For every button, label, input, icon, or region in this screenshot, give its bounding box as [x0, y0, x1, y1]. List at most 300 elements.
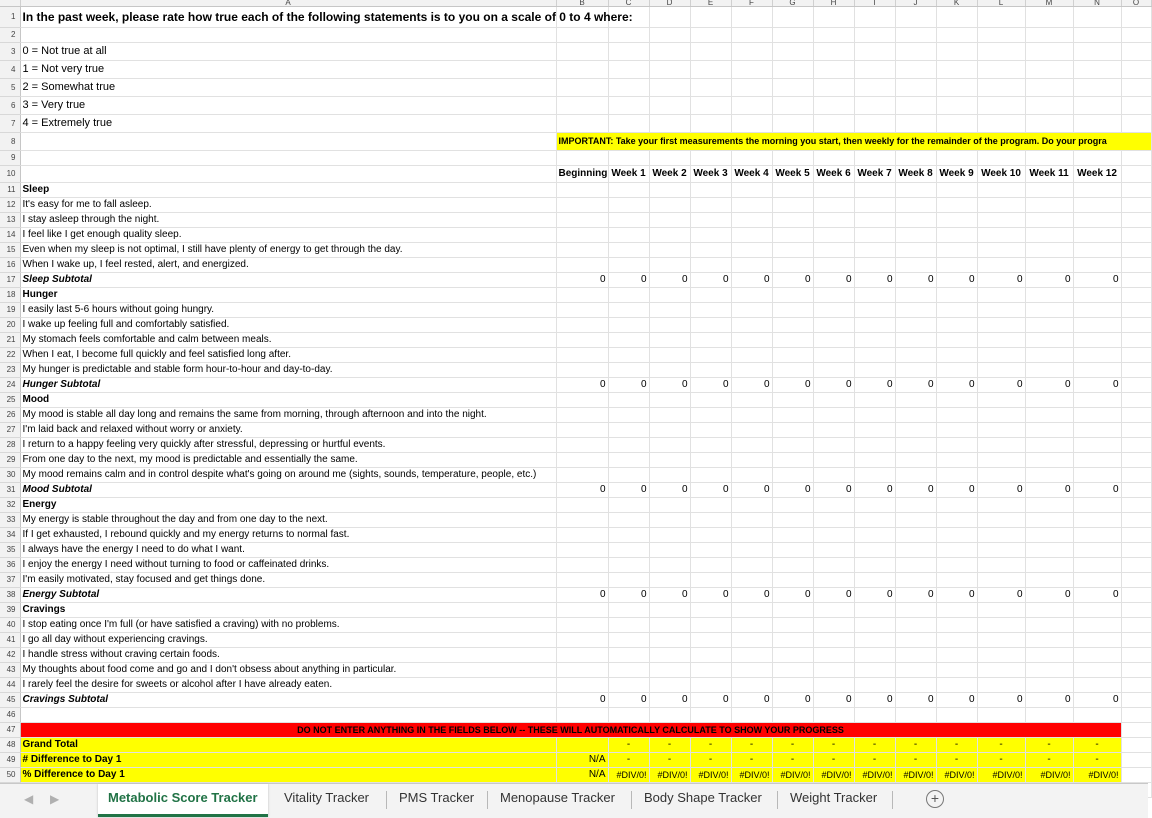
column-header[interactable]: L [977, 0, 1025, 7]
cell[interactable] [813, 708, 854, 723]
cell[interactable] [1121, 423, 1151, 438]
cell[interactable] [649, 243, 690, 258]
cell[interactable] [813, 393, 854, 408]
cell[interactable] [813, 151, 854, 166]
cell[interactable] [854, 43, 895, 61]
subtotal-value[interactable]: 0 [608, 273, 649, 288]
cell[interactable] [690, 43, 731, 61]
cell[interactable] [813, 528, 854, 543]
cell[interactable] [772, 183, 813, 198]
subtotal-value[interactable]: 0 [813, 273, 854, 288]
cell[interactable] [977, 7, 1025, 28]
cell[interactable] [1025, 151, 1073, 166]
cell[interactable] [772, 303, 813, 318]
cell[interactable] [813, 43, 854, 61]
cell[interactable] [649, 97, 690, 115]
cell[interactable] [1073, 151, 1121, 166]
cell[interactable] [731, 603, 772, 618]
cell[interactable] [936, 468, 977, 483]
cell[interactable] [1073, 558, 1121, 573]
cell[interactable] [1025, 79, 1073, 97]
cell[interactable] [731, 528, 772, 543]
cell[interactable] [813, 408, 854, 423]
cell[interactable] [977, 61, 1025, 79]
cell[interactable] [895, 423, 936, 438]
cell[interactable] [854, 198, 895, 213]
column-header[interactable]: C [608, 0, 649, 7]
cell[interactable] [690, 408, 731, 423]
subtotal-value[interactable]: 0 [854, 588, 895, 603]
cell[interactable] [977, 183, 1025, 198]
cell[interactable] [649, 348, 690, 363]
cell[interactable] [608, 423, 649, 438]
cell[interactable] [1025, 183, 1073, 198]
cell[interactable] [731, 618, 772, 633]
cell[interactable] [854, 213, 895, 228]
cell[interactable] [556, 61, 608, 79]
cell[interactable] [936, 333, 977, 348]
cell[interactable] [556, 408, 608, 423]
cell[interactable] [895, 213, 936, 228]
cell[interactable] [1025, 228, 1073, 243]
cell[interactable] [1121, 228, 1151, 243]
cell[interactable] [854, 363, 895, 378]
column-header[interactable]: F [731, 0, 772, 7]
row-header[interactable]: 47 [0, 723, 20, 738]
cell[interactable] [1073, 573, 1121, 588]
cell[interactable] [608, 97, 649, 115]
cell[interactable] [936, 603, 977, 618]
cell[interactable] [1073, 228, 1121, 243]
cell[interactable] [649, 393, 690, 408]
next-sheet-icon[interactable]: ▶ [50, 792, 60, 806]
cell[interactable] [977, 97, 1025, 115]
cell[interactable] [854, 333, 895, 348]
cell[interactable] [649, 543, 690, 558]
cell[interactable] [649, 183, 690, 198]
cell[interactable] [731, 393, 772, 408]
cell[interactable] [813, 453, 854, 468]
cell[interactable] [772, 453, 813, 468]
column-header[interactable]: K [936, 0, 977, 7]
cell[interactable] [1121, 693, 1151, 708]
cell[interactable] [977, 288, 1025, 303]
cell[interactable] [936, 663, 977, 678]
subtotal-value[interactable]: 0 [813, 483, 854, 498]
cell[interactable] [1025, 7, 1073, 28]
row-header[interactable]: 35 [0, 543, 20, 558]
cell[interactable] [649, 663, 690, 678]
cell[interactable] [556, 79, 608, 97]
cell[interactable] [608, 79, 649, 97]
cell[interactable] [556, 318, 608, 333]
row-header[interactable]: 33 [0, 513, 20, 528]
cell[interactable] [731, 115, 772, 133]
subtotal-value[interactable]: 0 [731, 588, 772, 603]
cell[interactable] [813, 243, 854, 258]
row-header[interactable]: 38 [0, 588, 20, 603]
cell[interactable] [608, 348, 649, 363]
cell[interactable] [1025, 453, 1073, 468]
cell[interactable] [608, 228, 649, 243]
cell[interactable] [895, 183, 936, 198]
cell[interactable] [772, 28, 813, 43]
cell[interactable] [1025, 603, 1073, 618]
cell[interactable] [1073, 243, 1121, 258]
cell[interactable] [772, 213, 813, 228]
cell[interactable] [556, 543, 608, 558]
row-header[interactable]: 49 [0, 753, 20, 768]
cell[interactable] [895, 61, 936, 79]
cell[interactable] [895, 363, 936, 378]
cell[interactable] [772, 7, 813, 28]
cell[interactable] [977, 543, 1025, 558]
cell[interactable] [1121, 663, 1151, 678]
row-header[interactable]: 15 [0, 243, 20, 258]
cell[interactable] [556, 243, 608, 258]
cell[interactable] [854, 468, 895, 483]
cell[interactable] [772, 558, 813, 573]
cell[interactable] [608, 183, 649, 198]
cell[interactable] [895, 79, 936, 97]
row-header[interactable]: 23 [0, 363, 20, 378]
cell[interactable] [1025, 303, 1073, 318]
cell[interactable] [690, 663, 731, 678]
cell[interactable] [854, 453, 895, 468]
subtotal-value[interactable]: 0 [772, 273, 813, 288]
cell[interactable] [772, 408, 813, 423]
cell[interactable] [977, 498, 1025, 513]
cell[interactable] [772, 603, 813, 618]
cell[interactable] [608, 363, 649, 378]
cell[interactable] [1073, 618, 1121, 633]
cell[interactable] [649, 558, 690, 573]
cell[interactable] [936, 115, 977, 133]
cell[interactable] [649, 618, 690, 633]
row-header[interactable]: 14 [0, 228, 20, 243]
cell[interactable] [813, 573, 854, 588]
column-header[interactable]: H [813, 0, 854, 7]
cell[interactable] [936, 258, 977, 273]
row-header[interactable]: 31 [0, 483, 20, 498]
cell[interactable] [1025, 198, 1073, 213]
cell[interactable] [772, 393, 813, 408]
cell[interactable] [895, 151, 936, 166]
cell[interactable] [854, 423, 895, 438]
cell[interactable] [690, 198, 731, 213]
cell[interactable] [731, 198, 772, 213]
cell[interactable] [608, 151, 649, 166]
cell[interactable] [608, 498, 649, 513]
cell[interactable] [772, 513, 813, 528]
row-header[interactable]: 40 [0, 618, 20, 633]
cell[interactable] [936, 708, 977, 723]
cell[interactable] [813, 115, 854, 133]
cell[interactable] [854, 408, 895, 423]
cell[interactable] [1025, 513, 1073, 528]
cell[interactable] [772, 363, 813, 378]
subtotal-value[interactable]: 0 [895, 483, 936, 498]
cell[interactable] [1121, 648, 1151, 663]
cell[interactable] [1121, 603, 1151, 618]
cell[interactable] [813, 7, 854, 28]
subtotal-value[interactable]: 0 [649, 588, 690, 603]
cell[interactable] [936, 61, 977, 79]
cell[interactable] [690, 633, 731, 648]
cell[interactable] [1121, 213, 1151, 228]
cell[interactable] [1025, 618, 1073, 633]
cell[interactable] [813, 228, 854, 243]
cell[interactable] [772, 228, 813, 243]
cell[interactable] [731, 79, 772, 97]
cell[interactable] [556, 28, 608, 43]
cell[interactable] [556, 618, 608, 633]
row-header[interactable]: 48 [0, 738, 20, 753]
cell[interactable] [977, 558, 1025, 573]
cell[interactable] [649, 468, 690, 483]
cell[interactable] [977, 115, 1025, 133]
cell[interactable] [649, 408, 690, 423]
cell[interactable] [936, 498, 977, 513]
cell[interactable] [1073, 97, 1121, 115]
cell[interactable] [556, 528, 608, 543]
cell[interactable] [772, 115, 813, 133]
cell[interactable] [813, 79, 854, 97]
cell[interactable] [895, 333, 936, 348]
subtotal-value[interactable]: 0 [854, 483, 895, 498]
cell[interactable] [772, 468, 813, 483]
cell[interactable] [895, 453, 936, 468]
cell[interactable] [1121, 43, 1151, 61]
cell[interactable] [977, 348, 1025, 363]
cell[interactable] [1121, 723, 1151, 738]
cell[interactable] [936, 648, 977, 663]
cell[interactable] [936, 79, 977, 97]
cell[interactable] [1025, 393, 1073, 408]
cell[interactable] [731, 573, 772, 588]
cell[interactable] [977, 573, 1025, 588]
cell[interactable] [556, 228, 608, 243]
cell[interactable] [1073, 61, 1121, 79]
cell[interactable] [1073, 708, 1121, 723]
cell[interactable] [936, 151, 977, 166]
cell[interactable] [731, 453, 772, 468]
cell[interactable] [608, 528, 649, 543]
subtotal-value[interactable]: 0 [731, 378, 772, 393]
cell[interactable] [690, 363, 731, 378]
cell[interactable] [936, 453, 977, 468]
cell[interactable] [556, 43, 608, 61]
cell[interactable] [608, 115, 649, 133]
cell[interactable] [1073, 318, 1121, 333]
subtotal-value[interactable]: 0 [977, 588, 1025, 603]
cell[interactable] [813, 678, 854, 693]
row-header[interactable]: 29 [0, 453, 20, 468]
cell[interactable] [1121, 243, 1151, 258]
cell[interactable] [731, 318, 772, 333]
cell[interactable] [1073, 393, 1121, 408]
cell[interactable] [731, 408, 772, 423]
cell[interactable] [649, 423, 690, 438]
cell[interactable] [649, 79, 690, 97]
cell[interactable] [556, 453, 608, 468]
subtotal-value[interactable]: 0 [649, 273, 690, 288]
cell[interactable] [690, 558, 731, 573]
cell[interactable] [936, 528, 977, 543]
cell[interactable] [895, 348, 936, 363]
cell[interactable] [1073, 115, 1121, 133]
cell[interactable] [977, 603, 1025, 618]
cell[interactable] [854, 79, 895, 97]
cell[interactable] [731, 333, 772, 348]
cell[interactable] [556, 348, 608, 363]
cell[interactable] [1073, 498, 1121, 513]
cell[interactable] [690, 573, 731, 588]
subtotal-value[interactable]: 0 [690, 588, 731, 603]
cell[interactable] [556, 363, 608, 378]
cell[interactable] [556, 151, 608, 166]
cell[interactable] [649, 678, 690, 693]
cell[interactable] [690, 393, 731, 408]
cell[interactable] [813, 423, 854, 438]
subtotal-value[interactable]: 0 [936, 588, 977, 603]
cell[interactable] [1073, 183, 1121, 198]
subtotal-value[interactable]: 0 [854, 378, 895, 393]
cell[interactable] [936, 303, 977, 318]
cell[interactable] [936, 393, 977, 408]
cell[interactable] [1025, 97, 1073, 115]
cell[interactable] [608, 198, 649, 213]
cell[interactable] [20, 28, 556, 43]
subtotal-value[interactable]: 0 [1073, 273, 1121, 288]
cell[interactable] [731, 183, 772, 198]
cell[interactable] [690, 7, 731, 28]
subtotal-value[interactable]: 0 [977, 273, 1025, 288]
cell[interactable] [854, 648, 895, 663]
row-header[interactable]: 6 [0, 97, 20, 115]
cell[interactable] [1121, 198, 1151, 213]
subtotal-value[interactable]: 0 [690, 693, 731, 708]
cell[interactable] [731, 708, 772, 723]
row-header[interactable]: 34 [0, 528, 20, 543]
cell[interactable] [895, 243, 936, 258]
cell[interactable] [813, 213, 854, 228]
cell[interactable] [895, 438, 936, 453]
cell[interactable] [772, 573, 813, 588]
cell[interactable] [895, 97, 936, 115]
cell[interactable] [854, 573, 895, 588]
cell[interactable] [1073, 663, 1121, 678]
cell[interactable] [854, 633, 895, 648]
cell[interactable] [556, 708, 608, 723]
cell[interactable] [20, 166, 556, 183]
cell[interactable] [936, 198, 977, 213]
cell[interactable] [731, 513, 772, 528]
cell[interactable] [556, 573, 608, 588]
row-header[interactable]: 11 [0, 183, 20, 198]
add-sheet-icon[interactable]: + [926, 790, 944, 808]
cell[interactable] [649, 43, 690, 61]
cell[interactable] [977, 633, 1025, 648]
cell[interactable] [649, 115, 690, 133]
cell[interactable] [772, 43, 813, 61]
cell[interactable] [1073, 363, 1121, 378]
cell[interactable] [731, 468, 772, 483]
cell[interactable] [731, 213, 772, 228]
cell[interactable] [731, 363, 772, 378]
subtotal-value[interactable]: 0 [854, 273, 895, 288]
cell[interactable] [895, 318, 936, 333]
cell[interactable] [556, 678, 608, 693]
row-header[interactable]: 5 [0, 79, 20, 97]
row-header[interactable]: 42 [0, 648, 20, 663]
cell[interactable] [1025, 288, 1073, 303]
subtotal-value[interactable]: 0 [895, 588, 936, 603]
cell[interactable] [936, 97, 977, 115]
cell[interactable] [977, 363, 1025, 378]
cell[interactable] [608, 28, 649, 43]
row-header[interactable]: 26 [0, 408, 20, 423]
subtotal-value[interactable]: 0 [556, 693, 608, 708]
cell[interactable] [772, 198, 813, 213]
cell[interactable] [1025, 213, 1073, 228]
cell[interactable] [690, 258, 731, 273]
cell[interactable] [1121, 633, 1151, 648]
cell[interactable] [936, 618, 977, 633]
subtotal-value[interactable]: 0 [813, 693, 854, 708]
cell[interactable] [936, 558, 977, 573]
cell[interactable] [936, 513, 977, 528]
cell[interactable] [556, 258, 608, 273]
row-header[interactable]: 22 [0, 348, 20, 363]
tab-metabolic-score-tracker[interactable]: Metabolic Score Tracker [98, 784, 268, 817]
cell[interactable] [1121, 498, 1151, 513]
cell[interactable] [813, 61, 854, 79]
cell[interactable] [895, 198, 936, 213]
cell[interactable] [854, 258, 895, 273]
cell[interactable] [772, 348, 813, 363]
cell[interactable] [772, 663, 813, 678]
cell[interactable] [895, 573, 936, 588]
cell[interactable] [936, 213, 977, 228]
cell[interactable] [608, 333, 649, 348]
cell[interactable] [731, 678, 772, 693]
cell[interactable] [854, 7, 895, 28]
row-header[interactable]: 37 [0, 573, 20, 588]
subtotal-value[interactable]: 0 [1073, 483, 1121, 498]
cell[interactable] [936, 288, 977, 303]
cell[interactable] [690, 333, 731, 348]
row-header[interactable]: 39 [0, 603, 20, 618]
row-header[interactable]: 8 [0, 133, 20, 151]
cell[interactable] [936, 43, 977, 61]
cell[interactable] [731, 303, 772, 318]
row-header[interactable]: 24 [0, 378, 20, 393]
column-header[interactable]: B [556, 0, 608, 7]
cell[interactable] [772, 79, 813, 97]
cell[interactable] [608, 243, 649, 258]
cell[interactable] [854, 618, 895, 633]
cell[interactable] [608, 453, 649, 468]
cell[interactable] [1025, 115, 1073, 133]
cell[interactable] [977, 618, 1025, 633]
cell[interactable] [649, 7, 690, 28]
cell[interactable] [1025, 408, 1073, 423]
cell[interactable] [895, 258, 936, 273]
cell[interactable] [608, 61, 649, 79]
cell[interactable] [936, 243, 977, 258]
cell[interactable] [556, 213, 608, 228]
